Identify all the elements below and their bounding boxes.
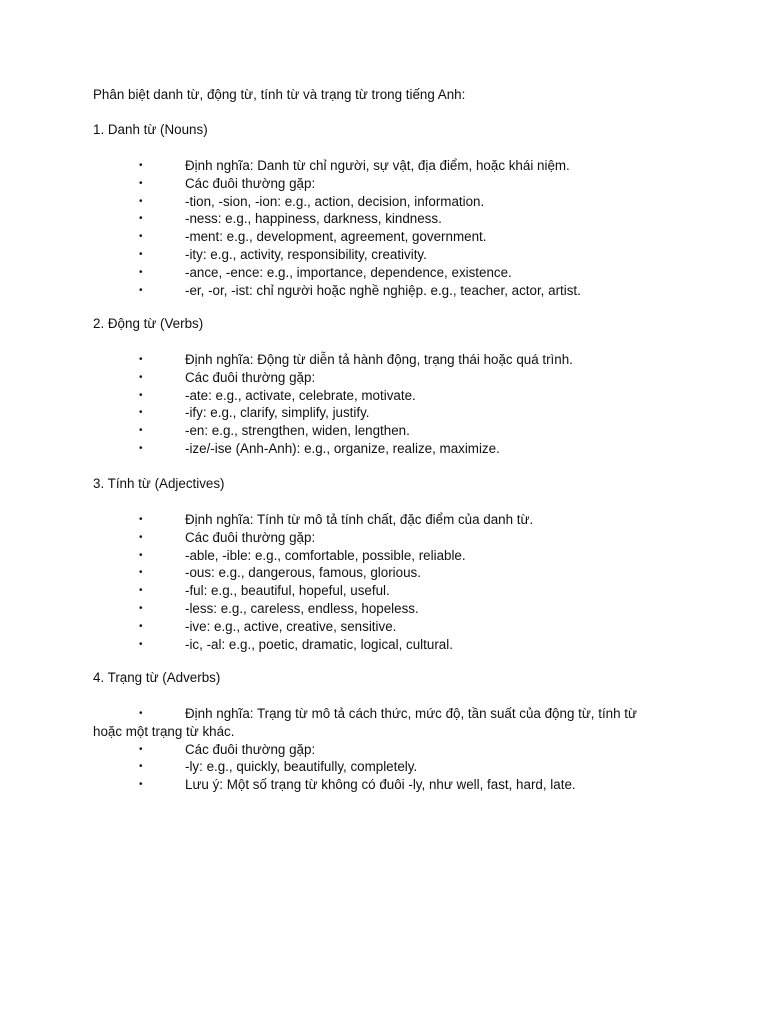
bullet: • <box>139 407 143 419</box>
bullet: • <box>139 177 143 189</box>
list-item <box>0 758 768 776</box>
bullet: • <box>139 743 143 755</box>
list-item-text: -ly: e.g., quickly, beautifully, completely. <box>185 759 418 775</box>
list-item-text: -ness: e.g., happiness, darkness, kindness. <box>185 211 442 227</box>
nouns-list <box>0 157 768 299</box>
bullet: • <box>139 585 143 597</box>
list-item-text: -ic, -al: e.g., poetic, dramatic, logical, cultural. <box>185 636 453 652</box>
list-item-text: -ful: e.g., beautiful, hopeful, useful. <box>185 583 390 599</box>
list-item-text: Định nghĩa: Danh từ chỉ người, sự vật, địa điểm, hoặc khái niệm. <box>185 158 570 173</box>
adjectives-list <box>0 511 768 653</box>
bullet: • <box>139 213 143 225</box>
list-item-text: -ous: e.g., dangerous, famous, glorious. <box>185 565 421 581</box>
list-item <box>0 776 768 794</box>
list-item-text: Các đuôi thường gặp: <box>185 529 316 545</box>
bullet: • <box>139 514 143 525</box>
bullet: • <box>139 567 143 579</box>
list-item-text: -ive: e.g., active, creative, sensitive. <box>185 618 397 634</box>
bullet: • <box>139 779 143 791</box>
list-item-text: -tion, -sion, -ion: e.g., action, decision, information. <box>185 193 485 209</box>
list-item-text: -able, -ible: e.g., comfortable, possible, reliable. <box>185 547 466 563</box>
list-item-text: -ment: e.g., development, agreement, government. <box>185 229 487 245</box>
list-item <box>0 618 768 636</box>
list-item-text: -er, -or, -ist: chỉ người hoặc nghề nghiệp. e.g., teacher, actor, artist. <box>185 282 581 298</box>
list-item <box>0 636 768 654</box>
list-item <box>0 282 768 300</box>
bullet: • <box>139 266 143 278</box>
bullet: • <box>139 389 143 401</box>
list-item <box>0 741 768 759</box>
list-item <box>0 564 768 582</box>
list-item <box>0 175 768 193</box>
list-item <box>0 264 768 282</box>
list-item-text: -ate: e.g., activate, celebrate, motivate. <box>185 387 416 403</box>
list-item <box>0 369 768 387</box>
document-title: Phân biệt danh từ, động từ, tính từ và trạng từ trong tiếng Anh: <box>93 87 466 102</box>
list-item-text: Định nghĩa: Trạng từ mô tả cách thức, mức độ, tần suất của động từ, tính từ <box>185 706 637 721</box>
list-item <box>0 246 768 264</box>
bullet: • <box>139 602 143 614</box>
bullet: • <box>139 531 143 543</box>
list-item <box>0 210 768 228</box>
list-item-text: Định nghĩa: Tính từ mô tả tính chất, đặc điểm của danh từ. <box>185 512 534 527</box>
bullet: • <box>139 620 143 632</box>
list-item <box>0 705 768 741</box>
list-item <box>0 582 768 600</box>
section-heading-verbs: 2. Động từ (Verbs) <box>93 316 204 331</box>
list-item-text: Các đuôi thường gặp: <box>185 741 316 757</box>
list-item-text: Định nghĩa: Động từ diễn tả hành động, trạng thái hoặc quá trình. <box>185 352 573 367</box>
list-item <box>0 600 768 618</box>
list-item <box>0 404 768 422</box>
list-item-text: -en: e.g., strengthen, widen, lengthen. <box>185 423 410 439</box>
bullet: • <box>139 442 143 454</box>
bullet: • <box>139 284 143 296</box>
bullet: • <box>139 248 143 260</box>
list-item <box>0 529 768 547</box>
list-item-text-continued: hoặc một trạng từ khác. <box>93 723 235 739</box>
list-item-text: Các đuôi thường gặp: <box>185 175 316 191</box>
bullet: • <box>139 638 143 650</box>
list-item <box>0 228 768 246</box>
list-item <box>0 547 768 565</box>
bullet: • <box>139 160 143 171</box>
list-item <box>0 387 768 405</box>
bullet: • <box>139 371 143 383</box>
bullet: • <box>139 708 143 719</box>
list-item <box>0 157 768 175</box>
list-item <box>0 351 768 369</box>
list-item-text: -ance, -ence: e.g., importance, dependence, existence. <box>185 264 512 280</box>
verbs-list <box>0 351 768 458</box>
bullet: • <box>139 425 143 437</box>
section-heading-adjectives: 3. Tính từ (Adjectives) <box>93 476 225 491</box>
bullet: • <box>139 354 143 365</box>
list-item-text: -ity: e.g., activity, responsibility, creativity. <box>185 246 427 262</box>
section-heading-nouns: 1. Danh từ (Nouns) <box>93 122 208 137</box>
section-heading-adverbs: 4. Trạng từ (Adverbs) <box>93 670 221 685</box>
bullet: • <box>139 231 143 243</box>
list-item-text: -ize/-ise (Anh-Anh): e.g., organize, realize, maximize. <box>185 440 500 456</box>
bullet: • <box>139 549 143 561</box>
list-item <box>0 511 768 529</box>
adverbs-list <box>0 705 768 794</box>
bullet: • <box>139 195 143 207</box>
list-item-text: -less: e.g., careless, endless, hopeless. <box>185 600 419 616</box>
list-item-text: Các đuôi thường gặp: <box>185 369 316 385</box>
bullet: • <box>139 761 143 773</box>
list-item <box>0 193 768 211</box>
list-item-text: Lưu ý: Một số trạng từ không có đuôi -ly, như well, fast, hard, late. <box>185 777 576 793</box>
list-item <box>0 440 768 458</box>
list-item-text: -ify: e.g., clarify, simplify, justify. <box>185 405 370 421</box>
list-item <box>0 422 768 440</box>
